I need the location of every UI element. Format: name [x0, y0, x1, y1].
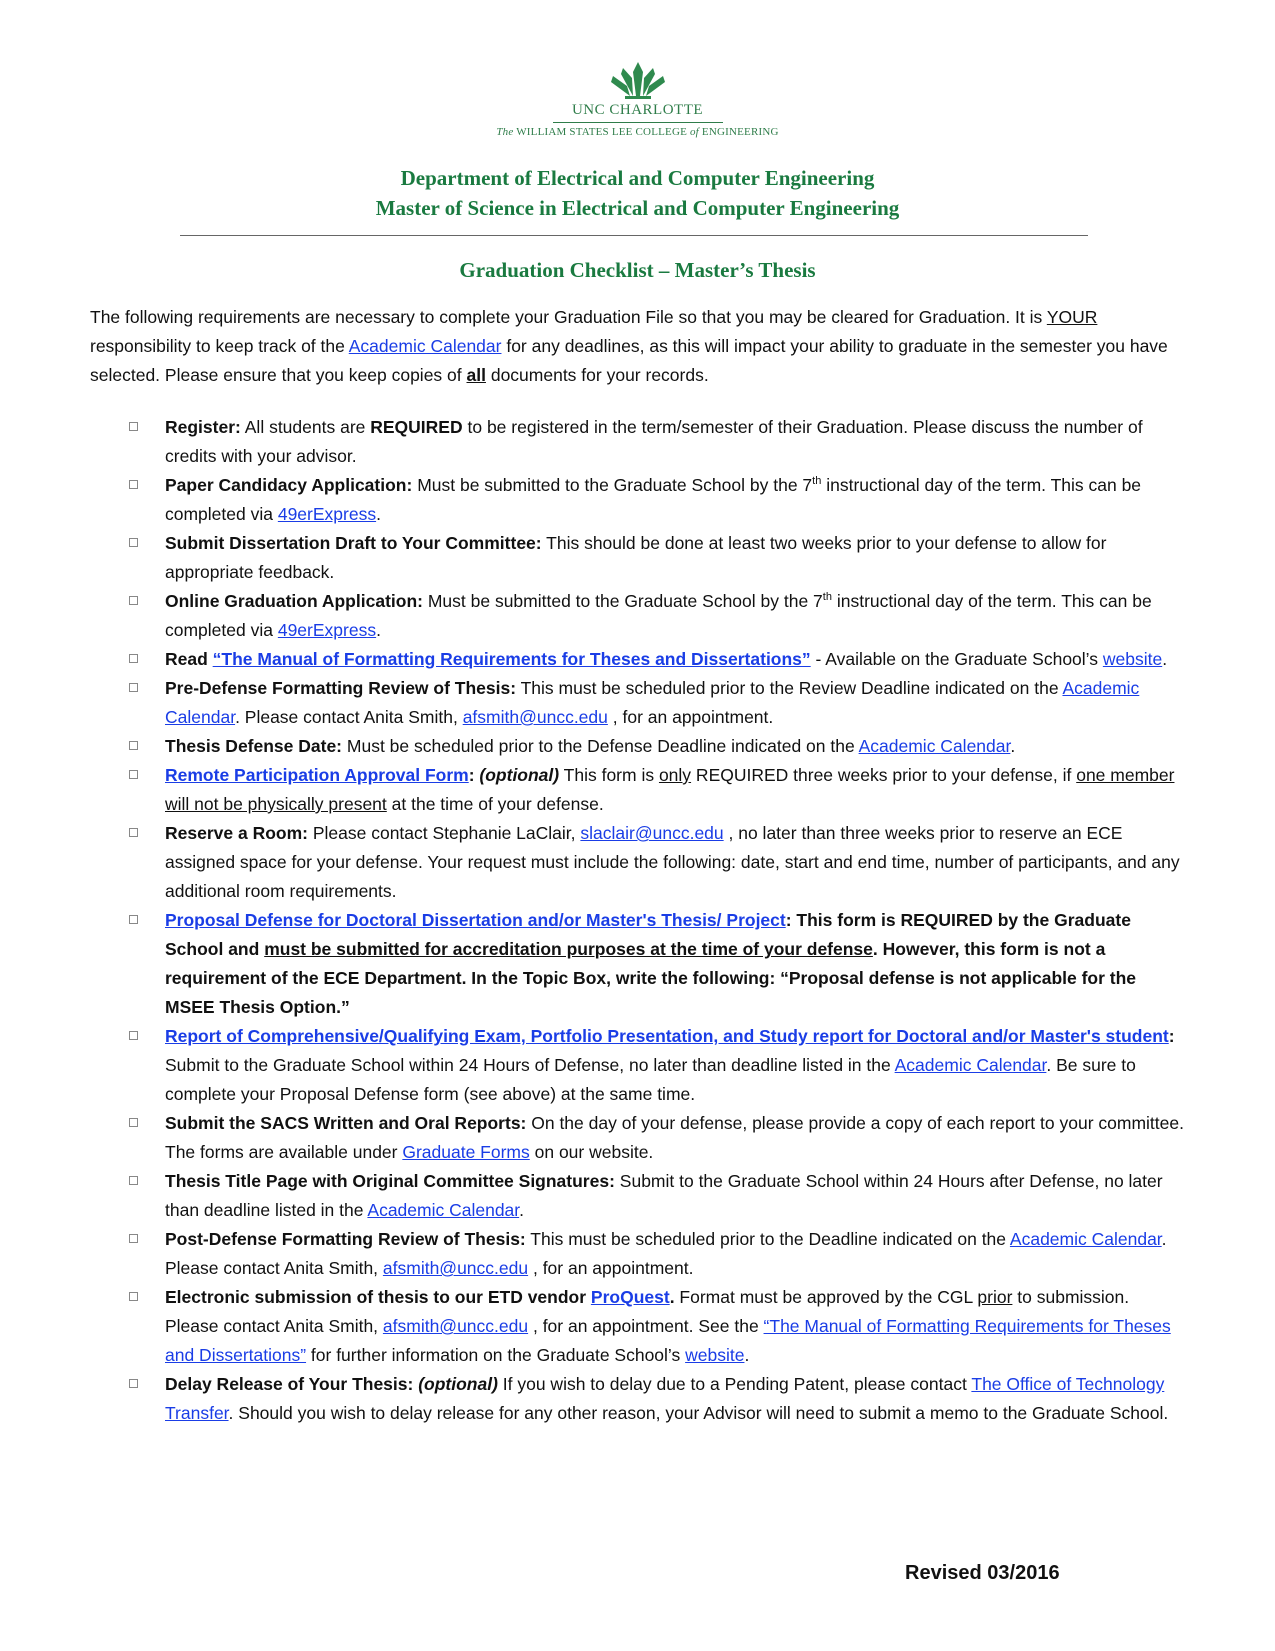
college-name: The WILLIAM STATES LEE COLLEGE of ENGINEERING: [496, 126, 779, 138]
checklist-item-remote-participation: Remote Participation Approval Form: (optional) This form is only REQUIRED three weeks prior to your defense, if one member will not be physically present at the time of your defense.: [0, 761, 1185, 819]
checklist-item-title-page: Thesis Title Page with Original Committee Signatures: Submit to the Graduate School within 24 Hours after Defense, no later than deadline listed in the Academic Calendar.: [0, 1167, 1185, 1225]
checkbox[interactable]: [129, 1292, 138, 1301]
academic-calendar-link[interactable]: Academic Calendar: [348, 336, 502, 356]
checklist-item-reserve-room: Reserve a Room: Please contact Stephanie LaClair, slaclair@uncc.edu , no later than three weeks prior to reserve an ECE assigned space for your defense. Your request must include the following: date, start and end time, number of participants, and any additional room requirements.: [0, 819, 1185, 906]
checklist: [0, 413, 1275, 1428]
graduate-school-website-link[interactable]: website: [685, 1345, 745, 1365]
checkbox[interactable]: [129, 480, 138, 489]
program-title: Master of Science in Electrical and Computer Engineering: [375, 196, 900, 220]
checklist-item-sacs-reports: Submit the SACS Written and Oral Reports: On the day of your defense, please provide a copy of each report to your committee. The forms are available under Graduate Forms on our website.: [0, 1109, 1185, 1167]
checkbox[interactable]: [129, 654, 138, 663]
checklist-item-delay-release: Delay Release of Your Thesis: (optional) If you wish to delay due to a Pending Patent, please contact The Office of Technology Transfer. Should you wish to delay release for any other reason, your Advisor will need to submit a memo to the Graduate School.: [0, 1370, 1185, 1428]
checklist-item-defense-date: Thesis Defense Date: Must be scheduled prior to the Defense Deadline indicated on the Academic Calendar.: [0, 732, 1185, 761]
exam-report-form-link[interactable]: Report of Comprehensive/Qualifying Exam, Portfolio Presentation, and Study report for Doctoral and/or Master's student: [165, 1026, 1169, 1046]
graduate-school-website-link[interactable]: website: [1102, 649, 1163, 669]
remote-participation-form-link[interactable]: Remote Participation Approval Form: [165, 765, 469, 785]
checkbox[interactable]: [129, 422, 138, 431]
intro-paragraph: The following requirements are necessary to complete your Graduation File so that you may be cleared for Graduation. It is YOUR responsibility to keep track of the Academic Calendar for any deadlines, as this will impact your ability to graduate in the semester you have selected. Please ensure that you keep copies of all documents for your records.: [90, 307, 1168, 385]
formatting-manual-link[interactable]: “The Manual of Formatting Requirements for Theses and Dissertations”: [165, 1316, 1171, 1365]
proposal-defense-form-link[interactable]: Proposal Defense for Doctoral Dissertation and/or Master's Thesis/ Project: [165, 910, 786, 930]
checklist-item-paper-candidacy: Paper Candidacy Application: Must be submitted to the Graduate School by the 7th instructional day of the term. This can be completed via 49erExpress.: [0, 471, 1185, 529]
university-name: UNC CHARLOTTE: [571, 102, 704, 118]
checklist-item-register: Register: All students are REQUIRED to be registered in the term/semester of their Graduation. Please discuss the number of credits with your advisor.: [0, 413, 1185, 471]
document-heading: [0, 163, 1275, 223]
checkbox[interactable]: [129, 683, 138, 692]
checkbox[interactable]: [129, 915, 138, 924]
formatting-manual-link[interactable]: “The Manual of Formatting Requirements for Theses and Dissertations”: [212, 649, 811, 669]
49erexpress-link[interactable]: 49erExpress: [277, 620, 377, 640]
crown-logo-icon: [603, 58, 673, 100]
checkbox[interactable]: [129, 596, 138, 605]
checklist-item-proposal-defense: Proposal Defense for Doctoral Dissertation and/or Master's Thesis/ Project: This form is REQUIRED by the Graduate School and must be submitted for accreditation purposes at the time of your defense. However, this form is not a requirement of the ECE Department. In the Topic Box, write the following: “Proposal defense is not applicable for the MSEE Thesis Option.”: [0, 906, 1185, 1022]
logo-rule: [553, 122, 723, 123]
academic-calendar-link[interactable]: Academic Calendar: [894, 1055, 1047, 1075]
college-logo: [430, 58, 845, 138]
checklist-item-read-manual: Read “The Manual of Formatting Requirements for Theses and Dissertations” - Available on the Graduate School’s website.: [0, 645, 1185, 674]
email-link[interactable]: afsmith@uncc.edu: [462, 707, 608, 727]
checkbox[interactable]: [129, 1234, 138, 1243]
checklist-item-electronic-submission: Electronic submission of thesis to our ETD vendor ProQuest. Format must be approved by the CGL prior to submission. Please contact Anita Smith, afsmith@uncc.edu , for an appointment. See the “The Manual of Formatting Requirements for Theses and Dissertations” for further information on the Graduate School’s website.: [0, 1283, 1185, 1370]
academic-calendar-link[interactable]: Academic Calendar: [165, 678, 1140, 727]
checkbox[interactable]: [129, 1118, 138, 1127]
checkbox[interactable]: [129, 828, 138, 837]
checkbox[interactable]: [129, 741, 138, 750]
checkbox[interactable]: [129, 538, 138, 547]
header-divider: [180, 235, 1088, 236]
email-link[interactable]: afsmith@uncc.edu: [382, 1316, 529, 1336]
checklist-item-post-defense-review: Post-Defense Formatting Review of Thesis: This must be scheduled prior to the Deadline indicated on the Academic Calendar. Please contact Anita Smith, afsmith@uncc.edu , for an appointment.: [0, 1225, 1185, 1283]
proquest-link[interactable]: ProQuest: [590, 1287, 670, 1307]
academic-calendar-link[interactable]: Academic Calendar: [858, 736, 1011, 756]
checklist-item-online-graduation: Online Graduation Application: Must be submitted to the Graduate School by the 7th instructional day of the term. This can be completed via 49erExpress.: [0, 587, 1185, 645]
academic-calendar-link[interactable]: Academic Calendar: [367, 1200, 520, 1220]
checklist-item-dissertation-draft: Submit Dissertation Draft to Your Committee: This should be done at least two weeks prior to your defense to allow for appropriate feedback.: [0, 529, 1185, 587]
checkbox[interactable]: [129, 1031, 138, 1040]
department-title: Department of Electrical and Computer Engineering: [400, 166, 875, 190]
checkbox[interactable]: [129, 1176, 138, 1185]
technology-transfer-link[interactable]: The Office of Technology Transfer: [165, 1374, 1165, 1423]
checklist-item-exam-report: Report of Comprehensive/Qualifying Exam, Portfolio Presentation, and Study report for Doctoral and/or Master's student: Submit to the Graduate School within 24 Hours of Defense, no later than deadline listed in the Academic Calendar. Be sure to complete your Proposal Defense form (see above) at the same time.: [0, 1022, 1185, 1109]
checkbox[interactable]: [129, 770, 138, 779]
email-link[interactable]: slaclair@uncc.edu: [580, 823, 724, 843]
email-link[interactable]: afsmith@uncc.edu: [382, 1258, 529, 1278]
graduate-forms-link[interactable]: Graduate Forms: [402, 1142, 530, 1162]
checklist-title: Graduation Checklist – Master’s Thesis: [459, 258, 816, 282]
academic-calendar-link[interactable]: Academic Calendar: [1009, 1229, 1162, 1249]
checklist-item-pre-defense-review: Pre-Defense Formatting Review of Thesis: This must be scheduled prior to the Review Deadline indicated on the Academic Calendar. Please contact Anita Smith, afsmith@uncc.edu , for an appointment.: [0, 674, 1185, 732]
revision-date: Revised 03/2016: [905, 1562, 1060, 1584]
49erexpress-link[interactable]: 49erExpress: [277, 504, 377, 524]
checkbox[interactable]: [129, 1379, 138, 1388]
